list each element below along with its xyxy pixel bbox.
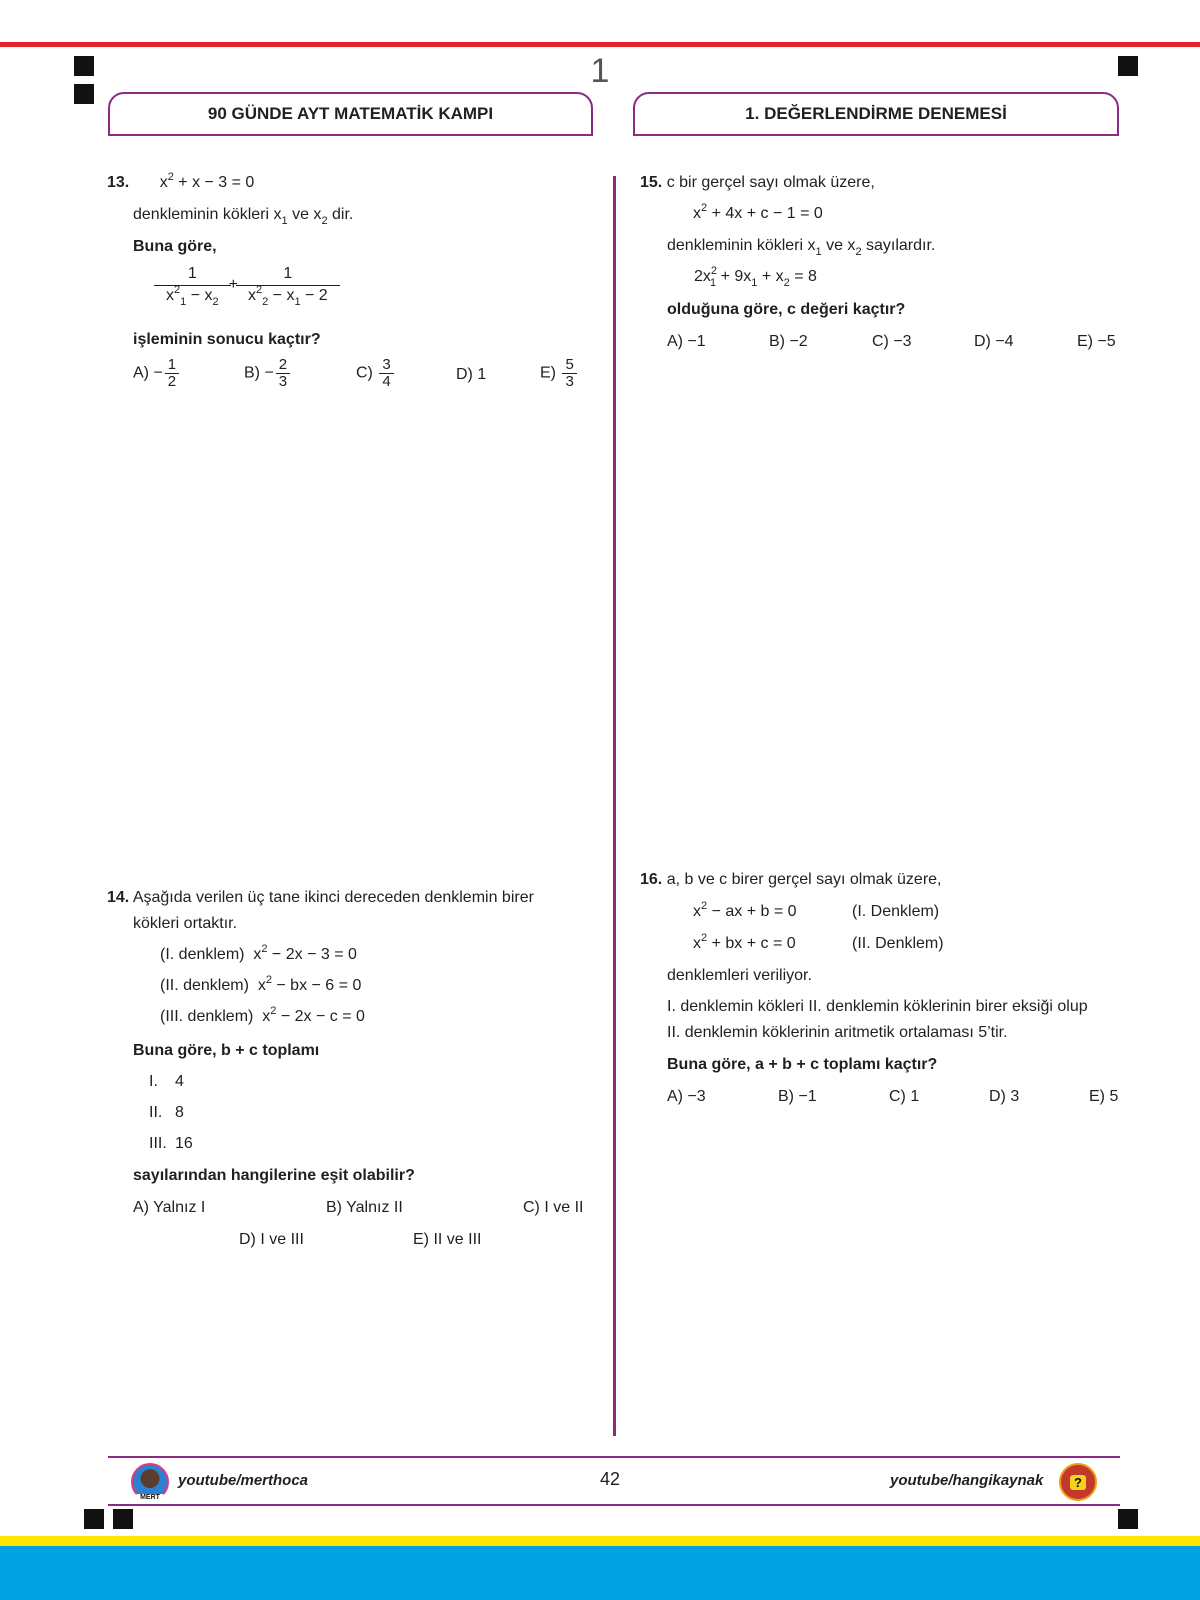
bottom-blue-band xyxy=(0,1546,1200,1600)
option-e[interactable]: E) 5 xyxy=(1089,1088,1119,1105)
text-line: kökleri ortaktır. xyxy=(133,915,238,932)
equation-2-label: (II. Denklem) xyxy=(852,935,944,952)
avatar: MERT xyxy=(131,1463,169,1501)
top-red-rule xyxy=(0,42,1200,47)
option-e[interactable]: E) II ve III xyxy=(413,1231,482,1248)
text-line: II. denklemin köklerinin aritmetik ortalaması 5’tir. xyxy=(667,1024,1008,1041)
instruction: Buna göre, b + c toplamı xyxy=(133,1042,320,1059)
fraction: $\frac{1}{x^2_2 - x_1 - 2}$ xyxy=(242,264,334,307)
fraction: 1 $x^2_1 - x_2$ xyxy=(160,264,225,307)
option-c[interactable]: C) −3 xyxy=(872,333,912,350)
text-line: denkleminin kökleri $x_1$ ve $x_2$ dir. xyxy=(133,206,354,227)
option-e[interactable]: E) −5 xyxy=(1077,333,1116,350)
option-b[interactable]: B) −1 xyxy=(778,1088,817,1105)
footer-bottom-rule xyxy=(108,1504,1120,1506)
corner-square xyxy=(1118,56,1138,76)
text-line: c bir gerçel sayı olmak üzere, xyxy=(666,174,875,191)
page-marker: 1 xyxy=(590,52,610,90)
text-line: denkleminin kökleri $x_1$ ve $x_2$ sayılardır. xyxy=(667,237,936,258)
option-c[interactable]: C) I ve II xyxy=(523,1199,584,1216)
bottom-yellow-band xyxy=(0,1536,1200,1546)
text-line: I. denklemin kökleri II. denklemin köklerinin birer eksiği olup xyxy=(667,998,1088,1015)
corner-square xyxy=(84,1509,104,1529)
text-line: denklemleri veriliyor. xyxy=(667,967,812,984)
equation-1: (I. denklem) $x^2 - 2x - 3 = 0$ xyxy=(160,943,357,963)
list-item: I. 4 xyxy=(149,1073,184,1090)
header-right-title: 1. DEĞERLENDİRME DENEMESİ xyxy=(633,92,1119,136)
corner-square xyxy=(74,84,94,104)
page-number: 42 xyxy=(599,1469,621,1489)
question-number: 13. xyxy=(107,174,130,191)
text-line: Aşağıda verilen üç tane ikinci dereceden denklemin birer xyxy=(132,889,534,906)
corner-square xyxy=(74,56,94,76)
option-b[interactable]: B) −2 xyxy=(769,333,808,350)
list-item: III. 16 xyxy=(149,1135,193,1152)
option-a[interactable]: A) − $\frac{1}{2}$ xyxy=(133,357,181,390)
equation: $x^2 + x - 3 = 0$ xyxy=(159,171,255,191)
option-d[interactable]: D) 3 xyxy=(989,1088,1020,1105)
option-b[interactable]: B) Yalnız II xyxy=(326,1199,403,1216)
equation-2: $x^2$ + bx + c = 0 xyxy=(693,932,796,952)
list-item: II. 8 xyxy=(149,1104,184,1121)
question-text: sayılarından hangilerine eşit olabilir? xyxy=(133,1167,415,1184)
option-a[interactable]: A) −3 xyxy=(667,1088,706,1105)
question-number: 16. xyxy=(640,871,663,888)
question-text: Buna göre, a + b + c toplamı kaçtır? xyxy=(667,1056,938,1073)
logo-icon: ? xyxy=(1059,1463,1097,1501)
option-e[interactable]: E) $\frac{5}{3}$ xyxy=(540,357,579,390)
corner-square xyxy=(113,1509,133,1529)
question-number: 15. xyxy=(640,174,663,191)
header-left-title: 90 GÜNDE AYT MATEMATİK KAMPI xyxy=(108,92,593,136)
question-text: işleminin sonucu kaçtır? xyxy=(133,331,321,348)
equation-2: (II. denklem) $x^2$ − bx − 6 = 0 xyxy=(160,974,362,994)
column-divider xyxy=(613,176,616,1436)
option-d[interactable]: D) −4 xyxy=(974,333,1014,350)
option-a[interactable]: A) Yalnız I xyxy=(133,1199,206,1216)
instruction: Buna göre, xyxy=(133,238,217,255)
equation-1-label: (I. Denklem) xyxy=(852,903,940,920)
equation-1: $x^2$ − ax + b = 0 xyxy=(693,900,797,920)
right-youtube-link[interactable]: youtube/hangikaynak xyxy=(890,1472,1044,1489)
corner-square xyxy=(1118,1509,1138,1529)
option-d[interactable]: D) I ve III xyxy=(239,1231,304,1248)
condition-equation: $2x^2_1 + 9x_1 + x_2 = 8$ xyxy=(694,265,817,289)
footer-top-rule xyxy=(108,1456,1120,1458)
option-c[interactable]: C) 1 xyxy=(889,1088,920,1105)
equation: $x^2 + 4x + c - 1 = 0$ xyxy=(693,202,823,222)
question-text: olduğuna göre, c değeri kaçtır? xyxy=(667,301,906,318)
fraction-expression: 1 $x^2_1 - x_2$ + $\frac{1}{x^2_2 - x_1 - 2}$ xyxy=(160,264,334,307)
option-d[interactable]: D) 1 xyxy=(456,366,487,383)
option-c[interactable]: C) $\frac{3}{4}$ xyxy=(356,357,396,390)
left-youtube-link[interactable]: youtube/merthoca xyxy=(178,1472,309,1489)
question-number: 14. xyxy=(107,889,130,906)
equation-3: (III. denklem) $x^2 - 2x - c = 0$ xyxy=(160,1005,365,1025)
option-a[interactable]: A) −1 xyxy=(667,333,706,350)
text-line: a, b ve c birer gerçel sayı olmak üzere, xyxy=(666,871,942,888)
option-b[interactable]: B) − $\frac{2}{3}$ xyxy=(244,357,292,390)
